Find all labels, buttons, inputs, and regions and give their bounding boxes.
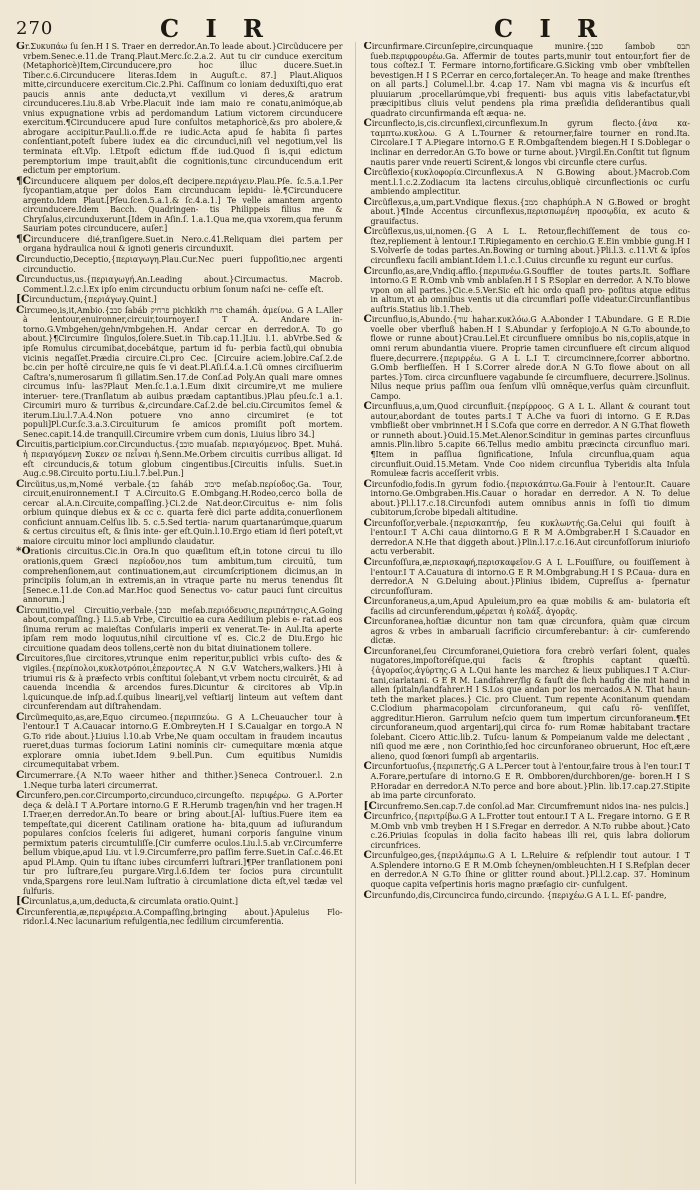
dictionary-entry: Circunfirmare.Circunſepire,circunquaque munire.{סבב ſambob תבס ſueb.περιφρουρέω.Ga. Affermir de toutes parts,munir tout entour,fort fier de tous coſtez.I T. Fermare intorno,fortificare.G.Sicking vmb ober vmbſtellen bevestigen.H I S P.Cerrar en cerco,fortaleçer.An. To heage and make ſtrenthes on all parts.] Columel.l.br. 4.cap 17. Nam vbi magna vis & incurſus eſt pluuiarum ,procellarúmque,vbi frequenti- bus aquis vitis labefactatur,vbi præcipitibus cliuis velut pendens pla rima præſidia deſiderantibus quali quadrato circunfirmanda eſt æqua- ne. [363,42,690,118]
dictionary-entry: Circũmequito,as,are,Equo circumeo.{περιππεύω. G A L.Cheuaucher tour à l'entour.I T A.Cauacar intorno.G E.Ombreyten.H I S.Caualgar en torgo.A N G.To ride about.}Liuius l.10.ab Vrbe,Ne quam occultam in fraudem incautus rueret,duas turmas ſociorum Latini nominis cir- cumequitare mœnia atque explorare omnia iubet.Idem 9.bell.Pun. Cum equitibus Numidis circumequitabat vrbem. [16,710,343,770]
dictionary-entry: Circunfodio,fodis.In gyrum fodio.{περισκάπτω.Ga.Fouir à l'entour.It. Cauare intorno.Ge.Ombgraben.His.Cauar o horadar en derredor. A N. To delue about.}Pl.l.17.c.18.Circunfodi autem omnibus annis in ſoſſi tio dimum cubitorum,ſcrobe bipedali altitudine. [363,477,690,518]
dictionary-entry: Circũflexus,us,ui,nomen.{G A L L. Retour,flechiſſement de tous co- ſtez,repliement à lentour.I T.Ripiegamento en cerchio.G E.Ein vmbbie gung.H I S.Volverſe de todas partes.An.Bowing or turning about.}Pli.l.3. c.11.Vt & ipſos circunflexu facili ambiant.Idem l.1.c.1.Cuius circunfle xu regunt eur curſus. [363,225,690,266]
dictionary-entry: Circũflexus,a,um,part.Vndique flexus.{ממב chaphúph.A N G.Bowed or broght about.}¶Inde Accentus circunflexus,περισπωμένη προσῳδία, ex acuto & grauifactus. [363,195,690,226]
dictionary-entry: Circumitio,vel Circuitio,verbale.{סבב meſab.περιόδευσις,περιπάτησις.A.Going about,compaſſing.} Li.5.ab Vrbe, Circuitio ea cura Aedilium plebis e- rat.ad eos ſinuma rerum ac maieſtas Conſularis imperii ex venerat.Te- in Aul.Ita aperte ipſam rem modo loquutus,nihil circuitione vſ es. Cic.2 de Diu.Ergo hic circuitione quadam deos tollens,certè non du bitat diuinationem tollere. [16,603,343,653]
dictionary-entry: Circũflexio{κυκλοφορία.Circunflexus.A N G.Bowing about.}Macrob.Com ment.l.1.c.2.Zodiacum ita lactens circulus,obliquè circunflectionis oc curſu ambiendo amplectitur. [363,166,690,197]
dictionary-entry: Circunfero,pen.cor.Circumporto,circunduco,circungeſto. περιφέρω. G A.Porter deça & delà.I T A.Portare intorno.G E R.Herumb tragen/hin vnd her tragen.H I.Traer,en derredor.An.To beare or bring about.[Al- luſtius.Fuere item ea tempeſtate,qui dicerent Catilinam oratione ha- bita,quum ad iuſiurandum populares conſcios ſceleris ſui adigeret, humani corporis ſanguine vinum permixtum pateris circumtuliſſe.[Cir cumferre oculos.Liu.l.5.ab vr.Circumferre bellum vbique,apud Liu. vt l.9.Circumferre,pro paſſim ferre.Suet.in Caſ.c.46.Et apud Pl.Amp. Quin tu iſtanc iubes circumferri luſtrari.]¶Per tranſlationem poni tur pro luſtrare,ſeu purgare.Virg.l.6.Idem ter ſocios pura circuntulit vnda,Spargens rore leui.Nam luſtratio à circumlatione dicta eſt,vel tædæ vel ſulfuris. [16,789,343,896]
dictionary-entry: Circunfoſſura,æ,περισκαφή,περισκαφεῖον.G A L L.Fouiſſure, ou fouiſſement à l'entour.I T A.Cauatura di intorno.G E R M.Ombgrabung.H I S P.Caua- dura en derredor.A N G.Deluing about.}Plinius ibidem, Cupreſſus a- ſpernatur circunfoſſuram. [363,555,690,596]
dictionary-entry: Gr.Συκυπάω ſu ſen.H I S. Traer en derredor.An.To leade about.}Circũducere per vrbem.Senec.e.11.de Tranq.Plaut.Merc.ſc.2.a.2. Aut tu cir cunduce exercitum (Metaphoricè)Item,Circunducere,pro hoc illuc ducere.Suet.in Tiber.c.6.Circunducere literas.Idem in Auguſt.c. 87.] Plaut.Aliquos mitte,circunducere exercitum.Cic.2.Phi. Caſſinum co loniam deduxiſti,quo erat paucis annis ante deducta,vt vexillum vi deres,& aratrum circunduceres.Liu.8.ab Vrbe.Placuit inde iam maio re conatu,animóque,ab vnius expugnatione vrbis ad perdomandum Latium victorem circunducere exercitum.¶Circunducere apud Iure conſultos metaphoricè,&s pro abolere,& abrogare accipitur.Paul.li.o.ff.de re iudic.Acta apud ſe habita ſi partes conſentiant,poteſt ſubere iudex ea dic circunduci,niſi vel negotium,vel lis terminata eſt.Vlp. l.Etpoſt edictum ff.de iud.Quod ſi is,qui edictum peremptorium impe trauit,abſit die cognitionis,tunc circunducendum erit edictum per emptorium. [16,42,343,176]
running-head-left: C I R [160,14,272,43]
dictionary-entry: Circuitis,participium.cor.Circunductus.{סובב muaſab. περιαγόμενος. Bpet. Muhá. ἡ περιαγόμενη Συκεν σε πεἶναι ἡ.Senn.Me.Orbem circuitis curribus alligat. Id eſt circunducis,& totum globum cingentibus.[Circuitis inſulis. Suet.in Aug.c.98.Circuito portu.Liu.l.7.bel.Pun.] [16,438,343,479]
dictionary-entry: Circunductus,us.{περιαγωγή.An.Leading about.}Circumactus. Macrob. Comment.l.2.c.l.Ex ipſo enim circunductu orbium ſonum naſci ne- ceſſe eſt. [16,273,343,294]
dictionary-entry: Circunfluo,is,Abundo.{עוד hahar.κυκλόω.G A.Abonder I T.Abundare. G E R.Die voelle ober vberfluß haben.H I S.Abundar y ſerfopiojo.A N G.To abounde,to flowe or runne about}Crau.Lel.Et circunfluere omnibus bo nis,copiis,atque in omni rerum abundantia viuere. Proprie tamen circunfluere eſt circum aliquod fluere,decurrere.{περιρρέω. G A L L.I T. circumcinnere,ſcorrer abbortno. G.Omb berflieſſen. H I S.Correr alrede dor.A N G.To flowe about on all partes.}Tom. circa circunfluere vagabunde ſe circumfluere, decurrere.]Solinus. Nilus neque prius paſſim oua ſenſum vllū omnēque,verſus quàm circunfluit. Campo. [363,313,690,401]
dictionary-entry: Circunforaneus,a,um,Apud Apuleium,pro ea quæ mobilis & am- bulatoria eſt facilis ad circunferendum,φέρεται ἡ κολάξ. ἀγορᾶς. [363,595,690,616]
dictionary-entry: [Circunductum,{περιάγωγ.Quint.] [16,293,157,306]
dictionary-entry: Circunfrico,{περιτρίβω.G A L.Frotter tout entour.I T A L. Fregare intorno. G E R M.Omb vnb vmb treyben H I S.Fregar en derredor. A N.To rubbe about.}Cato c.26.Priuias ſcopulas in dolia facito habeas illi rei, quis labra doliorum circunfrices. [363,810,690,850]
running-head-right: C I R [494,14,606,43]
dictionary-entry: Circunfulgeo,ges,{περιλάμπω.G A L L.Reluire & reſplendir tout autour. I T A.Splendere intorno.G E R M.Omb ſcheynen/ombleuchten.H I S.Reſplan decer en derredor.A N G.To ſhine or glitter round about.}Pl.l.2.cap. 37. Hominum quoque capita veſpertinis horis magno præſagio cir- cunfulgent. [363,849,690,890]
dictionary-entry: Circunfoſſor,verbale.{περισκαπτήρ, ſeu κυκλωντής.Ga.Celui qui fouiſt à l'entour.I T A.Chi caua diintorno.G E R M A.Ombgraber.H I S.Cauador en derredor.A N.He that diggeth about.}Plin.l.17.c.16.Aut circunfoſſorum iniuriofo actu verberabit. [363,516,690,557]
dictionary-entry: Circunforanea,hoſtiæ dicuntur non tam quæ circunfora, quàm quæ circum agros & vrbes in ambaruali ſacrificio circumferebantur: à cir- cumferendo dictæ. [363,615,690,646]
dictionary-entry: Circũitus,us,m,Nomé verbale.{בב ſaháb סיבוב meſab.περίοδος.Ga. Tour, circuit,enuironnement.I T A.Circuito.G E.Ombgang.H.Rodeo,cerco bolla de cercar al.A.n.Circuite,compaſſing.}Ci.2.de Nat.deor.Circuitus e- nim ſolis orbium quinque diebus ex & cc c. quarta ferè dici parte addita,conuerſionem conficiunt annuam.Celſus lib. 5. c.5.Sed tertia- narum quartanarúmque,quarum & certus circuitus eſt, & ſinis inte- ger eſt.Quin.l.10.Ergo etiam id ſieri poteſt,vt maiore circuitu minor loci ampliundo claudatur. [16,477,343,546]
dictionary-entry: Circunflecto,is,cis.circunflexi,circunflexum.In gyrum flecto.{ἀνα κα- ταμπτω.κυκλοω. G A L.Tourner & retourner,faire tourner en rond.Ita. Circolare.I T A.Piegare intorno.G E R.Ombgaſtendem biegen.H I S.Doblegar o inclinar en derredor.An G.To bowe or turne about.}Virgil.En.Conſtit tut ſignum nautis parer vnde reuerti Scirent,& longos vbi circunfle ctere curſus. [363,117,690,167]
text-columns [16,42,690,1184]
dictionary-entry: ¶Circunducere aliquem per dolos,eſt decipere.περιάγειν.Plau.Pſe. ſc.5.a.1.Per ſycopantiam,atque per dolos Eam circunducam lepidu- lè.¶Circunducere argento.Idem Plaut.[Pſeu.ſcen.5.a.1.& ſc.4.a.1.] Te velle amantem argento circunducere.Idem Bacch. Quadringen- tis Philippeis filius me & Chryſalus,circunduxerunt.[Idem in Aſin.ſ. 1.a.1.Qua me,qua vxorem,qua ferunm Sauriam potes circunducere, auſer.] [16,174,343,234]
dictionary-entry: Circunflo,as,are,Vndiq.afflo.{περιπνέω.G.Souffler de toutes parts.It. Soffiare intorno.G E R.Omb vnb vmb anblaſen.H I S P.Soplar en derredor. A N.To blowe vpon on all partes.}Cic.e.5.Ver.Sic eſt hic ordo quaſi pro- poſitus atque editus in altum,vt ab omnibus ventis ut dia circumflari poſſe videatur.Circunflantibus auſtris.Statius lib.1.Theb. [363,264,690,314]
dictionary-entry: Circunfundo,dis,Circuncirca fundo,circundo. {περιχέω.G A L L. Eſ- pandre, [363,888,667,901]
page-header [10,6,690,43]
dictionary-entry: Circunfortuoſus,{περιπετής.G A L.Percer tout à l'entour,faire trous à l'en tour.I T A.Forare,pertuſare di intorno.G E R. Ombboren/durchboren/ge- boren.H I S P.Horadar en derredor.A N.To perce and bore about.}Plin. lib.17.cap.27.Stipite ab ima parte circunforato. [363,760,690,801]
dictionary-entry: Circumeo,is,it,Ambio.{סבב ſabáb פרחיק pichkikh פרח chamáh. ἀμείνω. G A L.Aller à lentour,enuironner,circuir,tournoyer.I T A. Andare in- torno.G.Vmbgehen/gehn/vmbgehen.H. Andar cercar en derredor.A. To go about.}¶Circumire ſingulos,ſolere.Suet.in Tib.cap.11.]Liu. l.1. abVrbe.Sed & ipſe Romulus circumibat,docebátque, partum id fu- perbia factũ,qui obnubia vicinis negaſſet.Prædia circuire.Ci.pro Cec. [Circuire aciem.]obire.Caſ.2.de bc.cin per hoſtē circuire,ne quis ſe vi deat.Pl.Aſi.ſ.4.a.1.Cũ omnes circiſiuerim Caſtra's,numerosarum ſi gillatim.Sen.17.de Conſ.ad Poly.An quali mare omnes circumus inſu- las?Plaut Men.ſc.1.a.1.Eum dixit circumire,vt me muliere interuer- tere.(Tranſlatum ab auibus prædam captantibus.)Plau pſeu.ſc.1 a.1. Circumiri muro & turribus &,circundare.Caſ.2.de bel.ciu.Circumitos ſemel & iterum.Liu.l.7.A.4.Non potuere vno anno circumiret (e tot populi]Pl.Cur.ſc.3.a.3.Circuiturum ſe amicos promiſit poſt mortem. Senec.capit.14.de tranquill.Circumire vrbem cum donis, Liuius libro 34.] [16,303,343,439]
dictionary-entry: Circunfluus,a,um,Quod circunfluit.{περίρροος. G A L L. Allant & courant tout autour,abordant de toutes parts.I T A.Che va fuori di intorno. G E R.Das vmbfließt ober vmbrinnet.H I S.Cofa que corre en derredor. A N G.That floweth or runneth about.}Ouid.15.Met.Alenor.Scinditur in geminas partes circunfluus amnis.Plin.libro 5.capite 66.Tellus medio ambitu præcincta circunfluo mari. ¶Item in paſſiua ſignificatione, Inſula circunflua,quam aqua circunfluit.Ouid.15.Metam. Vnde Coo nidem circunflua Tyberidis alta Inſula Romuleæ facris acceſſerit vrbis. [363,400,690,479]
dictionary-entry: Circunferentia,æ,περιφέρεια.A.Compaſſing,bringing about.}Apuleius Flo- ridor.l.4.Nec lacunarium refulgentia,nec ſedilium circumferentia. [16,905,343,927]
dictionary-entry: Circunductio,Deceptio,{περιαγωγη.Plau.Cur.Nec pueri ſuppoſitio,nec argenti circunductio. [16,253,343,274]
dictionary-entry: ¶Circunducere dié,tranſigere.Suet.in Nero.c.41.Reliquam diei partem per organa hydraulica noui & ignoti generis circunduxit. [16,232,343,254]
dictionary-entry: [Circunlatus,a,um,deducta,& circumlata oratio.Quint.] [16,895,238,908]
page-number: 270 [16,18,54,39]
dictionary-entry: Circumerrare.{A N.To waeer hither and thither.}Seneca Controuer.l. 2.n 1.Neque turba lateri circumerrat. [16,769,343,790]
dictionary-entry: [Circunfremo.Sen.cap.7.de conſol.ad Mar. Circumfremunt nidos ina- nes pulcis.] [363,799,689,812]
right-column [355,42,691,1184]
dictionary-entry: Circuitores,ſiue circitores,vtrunque enim reperitur,publici vrbis cuſto- des & vigiles.{περίπολοι,κυκλοτρόποι,ἐπεροντες.A N G.V Watchers,walkers.}Hi à triumui ris & à præfecto vrbis conſtitui ſolebant,vt vrbem noctu circuirēt, & ad cauenda incendia & arcendos fures.Dicuntur & circitores ab Vlp.in l.quicunque.de inſp.ad.ſ.quibus linearij,vel veſtiarij linteum aut veſtem dant circunferendam aut diſtrahendam. [16,652,343,712]
dictionary-entry: Circunforanei,ſeu Circumforanei,Quietiora fora crebrò verſari ſolent, quales nugatores,impoſtoréſque,qui facis & ſtrophis captant quæſtū. {ἀγοραῖος,ἀγύρτης.G A L.Qui hante les marchez & lieux publiques.I T A.Ciur- tani,ciarlatani. G E R M. Landfahrer/ſig & fauſt die ſich haufig die mit hand in allen ſpitaln/landfahrer.H I S.Los que andan por los mercados.A N. That haun- teth the market places.} Cic. pro Cluent. Tum repente Aconitanum quendam C.Clodium pharmacopolam circunforaneum, qui caſu rō- venſiſſet, aggreditur.Hieron. Garrulum neſcio quem tum impertum circunforaneum.¶Et circunforaneum,quod argentarij,qui circa fo- rum Romæ habitabant tractare ſolebant. Cicero Attic.lib.2. Tuſcu- lanum & Pompeianum valde me delectant , niſi quod me ære , non Corinthio,ſed hoc circunforaneo obruerunt, Hoc eſt,ære alieno, quod ſœnori ſumpſi ab argentariis. [363,644,690,761]
left-column [16,42,343,1184]
dictionary-entry: *Orationis circuitus.Cic.in Ora.In quo quæſitum eſt,in totone circui tu illo orationis,quem Græci περίοδον,nos tum ambitum,tum circuitū, tum comprehenſionem,aut continuationem,aut circumſcriptionem dicimus,an in principiis ſolum,an in extremis,an in vtraque parte nu merus tenendus ſit [Senec.e.11.de Con.ad Mar.Hoc quod Senectus vo- catur pauci ſunt circuitus annorum.] [16,545,343,605]
